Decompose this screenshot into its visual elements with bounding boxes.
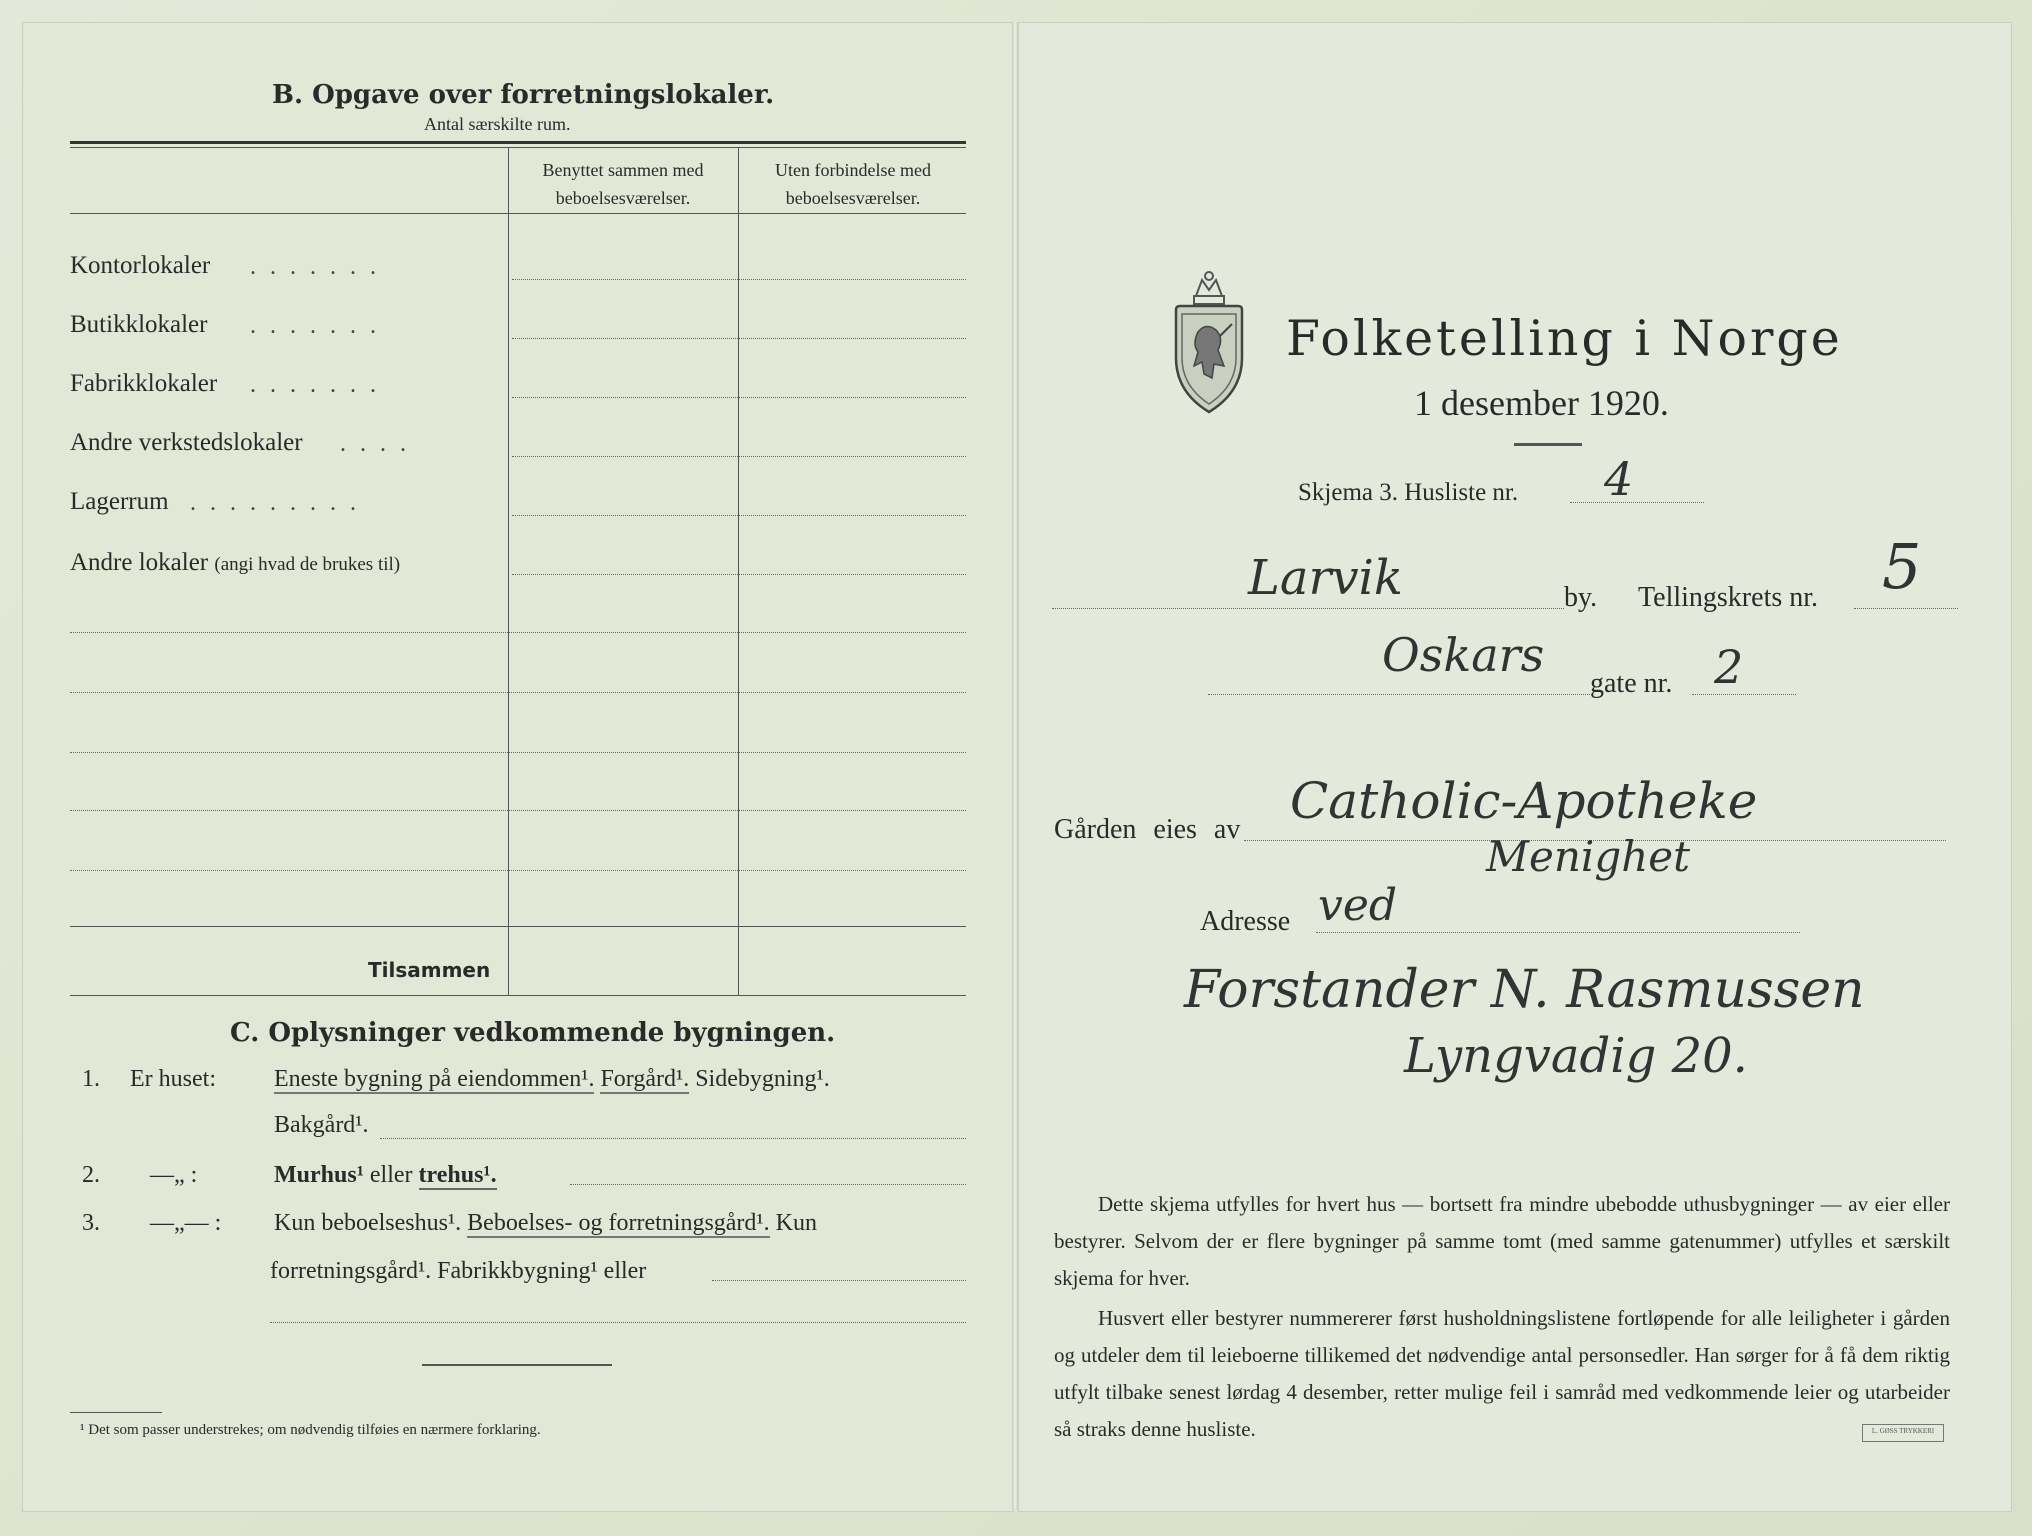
owner-line-2: Menighet [1486, 832, 1691, 881]
entry-line-4 [70, 810, 966, 811]
row-fabrikklokaler: Fabrikklokaler [70, 370, 218, 397]
option-sidebygning: Sidebygning¹. [695, 1066, 830, 1092]
instructions-paragraph-1: Dette skjema utfylles for hvert hus — bortsett fra mindre ubebodde uthusbygninger — av eier eller bestyrer. Selvom der er flere bygninger på samme tomt (med samme gatenummer) utfylles et særskilt skjema for hver. [1054, 1192, 1950, 1290]
item1-fill-line [380, 1138, 966, 1139]
option-kun-beboelseshus: Kun beboelseshus¹. [274, 1210, 462, 1236]
item2-fill-line [570, 1184, 966, 1185]
andre-lokaler-label: Andre lokaler [70, 549, 209, 576]
entry-line-1 [70, 632, 966, 633]
entry-line-2 [70, 692, 966, 693]
leader-dots-2: ....... [250, 313, 390, 339]
address-line-2: Lyngvadig 20. [1404, 1028, 1748, 1084]
tellingskrets-value: 5 [1882, 530, 1922, 603]
row-butikklokaler: Butikklokaler [70, 311, 208, 338]
gate-nr-value: 2 [1714, 640, 1744, 694]
row-andre-verkstedslokaler: Andre verkstedslokaler [70, 429, 303, 456]
row-lagerrum: Lagerrum [70, 488, 169, 515]
col-header-shared: Benyttet sammen med beboelsesværelser. [542, 160, 704, 208]
gate-nr-line [1692, 694, 1796, 695]
cell-line-4 [512, 456, 966, 457]
instructions-paragraph-2: Husvert eller bestyrer nummererer først husholdningslistene fortløpende for alle leiligheter i gården og utdeler dem til leieboerne tillikemed det nødvendige antal personsedler. Han sørger for å få dem riktig utfylt tilbake senest lørdag 4 desember, retter mulige feil i samråd med vedkommende leier og utarbeider så straks denne husliste. [1054, 1306, 1950, 1441]
item2-label: —„ : [150, 1162, 198, 1188]
option-murhus: Murhus¹ [274, 1162, 364, 1188]
by-label: by. [1564, 582, 1598, 613]
census-title: Folketelling i Norge [1286, 310, 1843, 367]
tellingskrets-line [1854, 608, 1958, 609]
option-forretningsgard-fabrikkbygning: forretningsgård¹. Fabrikkbygning¹ eller [270, 1258, 647, 1284]
option-kun: Kun [775, 1210, 817, 1236]
census-date: 1 desember 1920. [1414, 383, 1669, 423]
cell-line-6 [512, 574, 966, 575]
option-eneste-bygning: Eneste bygning på eiendommen¹. [274, 1066, 595, 1092]
section-c-title: C. Oplysninger vedkommende bygningen. [230, 1018, 836, 1048]
left-page [22, 22, 1014, 1512]
city-line [1052, 608, 1564, 609]
husliste-nr-line [1570, 502, 1704, 503]
leader-dots-3: ....... [250, 372, 390, 398]
row-kontorlokaler: Kontorlokaler [70, 252, 211, 279]
city-value: Larvik [1248, 550, 1403, 606]
address-line-1: Forstander N. Rasmussen [1184, 960, 1865, 1020]
item1-label: Er huset: [130, 1066, 216, 1092]
title-divider [1514, 443, 1582, 446]
column-divider-1 [508, 147, 509, 995]
item3-fill-line-1 [712, 1280, 966, 1281]
street-line [1208, 694, 1590, 695]
footnote: ¹ Det som passer understrekes; om nødvendig tilføies en nærmere forklaring. [80, 1422, 541, 1438]
table-top-rule [70, 141, 966, 144]
option-bakgard: Bakgård¹. [274, 1112, 369, 1138]
husliste-nr-value: 4 [1604, 452, 1634, 506]
item1-number: 1. [82, 1066, 100, 1092]
street-value: Oskars [1382, 628, 1545, 682]
item2-number: 2. [82, 1162, 100, 1188]
cell-line-2 [512, 338, 966, 339]
item3-number: 3. [82, 1210, 100, 1236]
row-andre-lokaler [70, 549, 400, 577]
section-end-rule [422, 1364, 612, 1366]
table-bottom-rule [70, 995, 966, 996]
entry-line-5 [70, 870, 966, 871]
col-header-separate: Uten forbindelse med beboelsesværelser. [775, 160, 931, 208]
page-fold [1012, 22, 1018, 1510]
gate-label: gate nr. [1590, 668, 1673, 699]
option-trehus: trehus¹. [418, 1162, 497, 1188]
header-bottom-rule [70, 213, 966, 214]
address-prefix: ved [1318, 880, 1398, 931]
owner-label: Gården eies av [1054, 814, 1241, 845]
address-line [1316, 932, 1800, 933]
norway-coat-of-arms-icon [1168, 266, 1250, 416]
total-top-rule [70, 926, 966, 927]
footnote-rule [70, 1412, 162, 1413]
item2-or: eller [369, 1162, 413, 1188]
section-b-subtitle: Antal særskilte rum. [424, 114, 571, 134]
skjema-label: Skjema 3. Husliste nr. [1298, 479, 1519, 506]
leader-dots-4: .... [340, 431, 420, 457]
item2-options [274, 1162, 497, 1189]
leader-dots-1: ....... [250, 254, 390, 280]
tellingskrets-label: Tellingskrets nr. [1638, 582, 1819, 613]
column-divider-2 [738, 147, 739, 995]
cell-line-1 [512, 279, 966, 280]
item3-label: —„— : [150, 1210, 222, 1236]
table-top-rule-thin [70, 147, 966, 148]
item1-options [274, 1066, 830, 1093]
printer-stamp: L. GØSS TRYKKERI [1862, 1424, 1944, 1442]
item3-options [274, 1210, 817, 1237]
cell-line-5 [512, 515, 966, 516]
cell-line-3 [512, 397, 966, 398]
section-b-title: B. Opgave over forretningslokaler. [272, 80, 775, 110]
total-label: Tilsammen [368, 958, 491, 982]
option-beboelses-og-forretningsgard: Beboelses- og forretningsgård¹. [467, 1210, 770, 1236]
entry-line-3 [70, 752, 966, 753]
item3-fill-line-2 [270, 1322, 966, 1323]
address-label: Adresse [1200, 906, 1291, 937]
option-forgard: Forgård¹. [600, 1066, 690, 1092]
owner-line-1: Catholic-Apotheke [1290, 772, 1758, 830]
leader-dots-5: ......... [190, 490, 370, 516]
andre-lokaler-note: (angi hvad de brukes til) [214, 554, 401, 575]
